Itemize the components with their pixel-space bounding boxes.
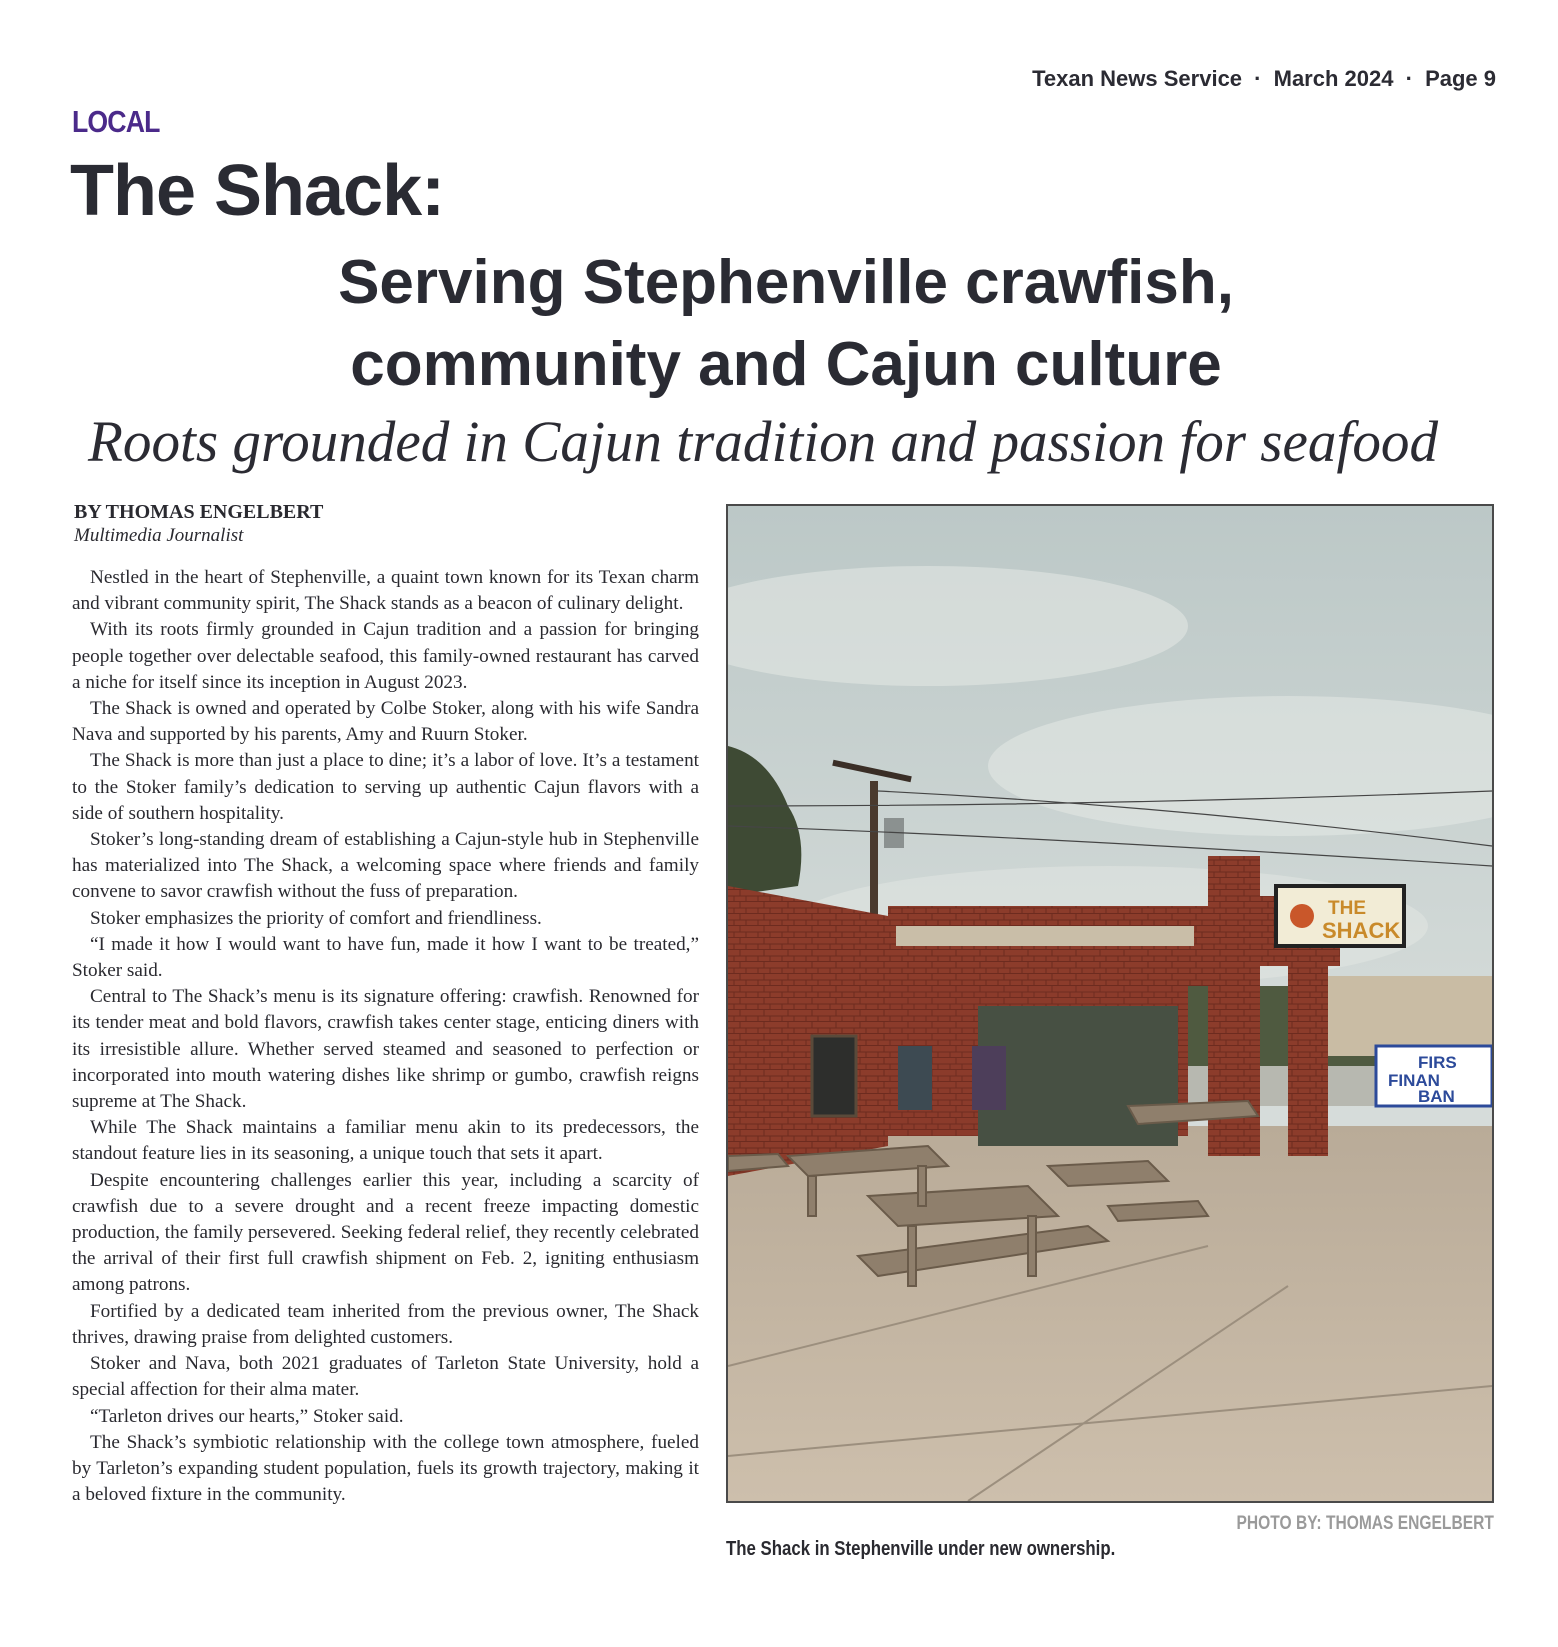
body-paragraph: Stoker emphasizes the priority of comfort and friendliness. bbox=[90, 907, 542, 929]
photo-bank-text-2: FINAN bbox=[1388, 1071, 1440, 1090]
publication-name: Texan News Service bbox=[1032, 66, 1243, 91]
folio-separator: · bbox=[1405, 66, 1413, 91]
body-paragraph: With its roots firmly grounded in Cajun tradition and a passion for bringing people together over delectable seafood, this family-owned restaurant has carved a niche for itself since its inception in August 2023. bbox=[72, 619, 699, 693]
photo-caption: The Shack in Stephenville under new ownership. bbox=[726, 1538, 1116, 1560]
headline-main: The Shack: bbox=[70, 151, 445, 231]
body-paragraph: Stoker’s long-standing dream of establishing a Cajun-style hub in Stephenville has materialized into The Shack, a welcoming space where friends and family convene to savor crawfish without the fuss of preparation. bbox=[72, 829, 699, 903]
photo-sign-text-2: SHACK bbox=[1322, 918, 1401, 943]
body-paragraph: Central to The Shack’s menu is its signature offering: crawfish. Renowned for its tender meat and bold flavors, crawfish takes center stage, enticing diners with its irresistible allure. Whether served steamed and seasoned to perfection or incorporated into mouth watering dishes like shrimp or gumbo, crawfish reigns supreme at The Shack. bbox=[72, 986, 699, 1113]
article-photo bbox=[726, 504, 1494, 1503]
headline-sub-line-2: community and Cajun culture bbox=[350, 330, 1222, 399]
body-paragraph: The Shack is more than just a place to dine; it’s a labor of love. It’s a testament to the Stoker family’s dedication to serving up authentic Cajun flavors with a side of southern hospitality. bbox=[72, 750, 699, 824]
body-paragraph: “Tarleton drives our hearts,” Stoker said. bbox=[90, 1405, 404, 1427]
byline-title: Multimedia Journalist bbox=[74, 525, 244, 546]
article-body bbox=[72, 565, 699, 1508]
photo-power-pole bbox=[870, 781, 878, 916]
body-paragraph: Nestled in the heart of Stephenville, a quaint town known for its Texan charm and vibrant community spirit, The Shack stands as a beacon of culinary delight. bbox=[72, 567, 699, 615]
photo-credit: PHOTO BY: THOMAS ENGELBERT bbox=[1236, 1513, 1494, 1534]
photo-bank-text-1: FIRS bbox=[1418, 1053, 1457, 1072]
body-paragraph: While The Shack maintains a familiar menu akin to its predecessors, the standout feature lies in its seasoning, a unique touch that sets it apart. bbox=[72, 1117, 699, 1165]
issue-date: March 2024 bbox=[1273, 66, 1394, 91]
deck-subhead: Roots grounded in Cajun tradition and passion for seafood bbox=[88, 409, 1439, 474]
section-label: LOCAL bbox=[72, 104, 160, 139]
body-paragraph: The Shack’s symbiotic relationship with the college town atmosphere, fueled by Tarleton’s expanding student population, fuels its growth trajectory, making it a beloved fixture in the community. bbox=[72, 1431, 699, 1506]
photo-sign-text-1: THE bbox=[1328, 898, 1366, 919]
photo-building bbox=[728, 886, 888, 1176]
body-paragraph: Fortified by a dedicated team inherited from the previous owner, The Shack thrives, drawing praise from delighted customers. bbox=[72, 1300, 699, 1348]
folio-separator: · bbox=[1254, 66, 1262, 91]
body-paragraph: Stoker and Nava, both 2021 graduates of Tarleton State University, hold a special affection for their alma mater. bbox=[72, 1353, 699, 1401]
folio bbox=[1032, 66, 1496, 92]
page-number: Page 9 bbox=[1425, 66, 1496, 91]
photo-bank-text-3: BAN bbox=[1418, 1087, 1455, 1106]
headline-sub bbox=[0, 242, 1558, 406]
body-paragraph: Despite encountering challenges earlier this year, including a scarcity of crawfish due to a severe drought and a recent freeze impacting domestic production, the family persevered. Seeking federal relief, they recently celebrated the arrival of their first full crawfish shipment on Feb. 2, igniting enthusiasm among patrons. bbox=[72, 1169, 699, 1296]
body-paragraph: The Shack is owned and operated by Colbe Stoker, along with his wife Sandra Nava and supported by his parents, Amy and Ruurn Stoker. bbox=[72, 698, 699, 746]
headline-sub-line-1: Serving Stephenville crawfish, bbox=[338, 248, 1234, 317]
byline-author: BY THOMAS ENGELBERT bbox=[74, 501, 324, 523]
body-paragraph: “I made it how I would want to have fun, made it how I want to be treated,” Stoker said. bbox=[72, 933, 699, 982]
